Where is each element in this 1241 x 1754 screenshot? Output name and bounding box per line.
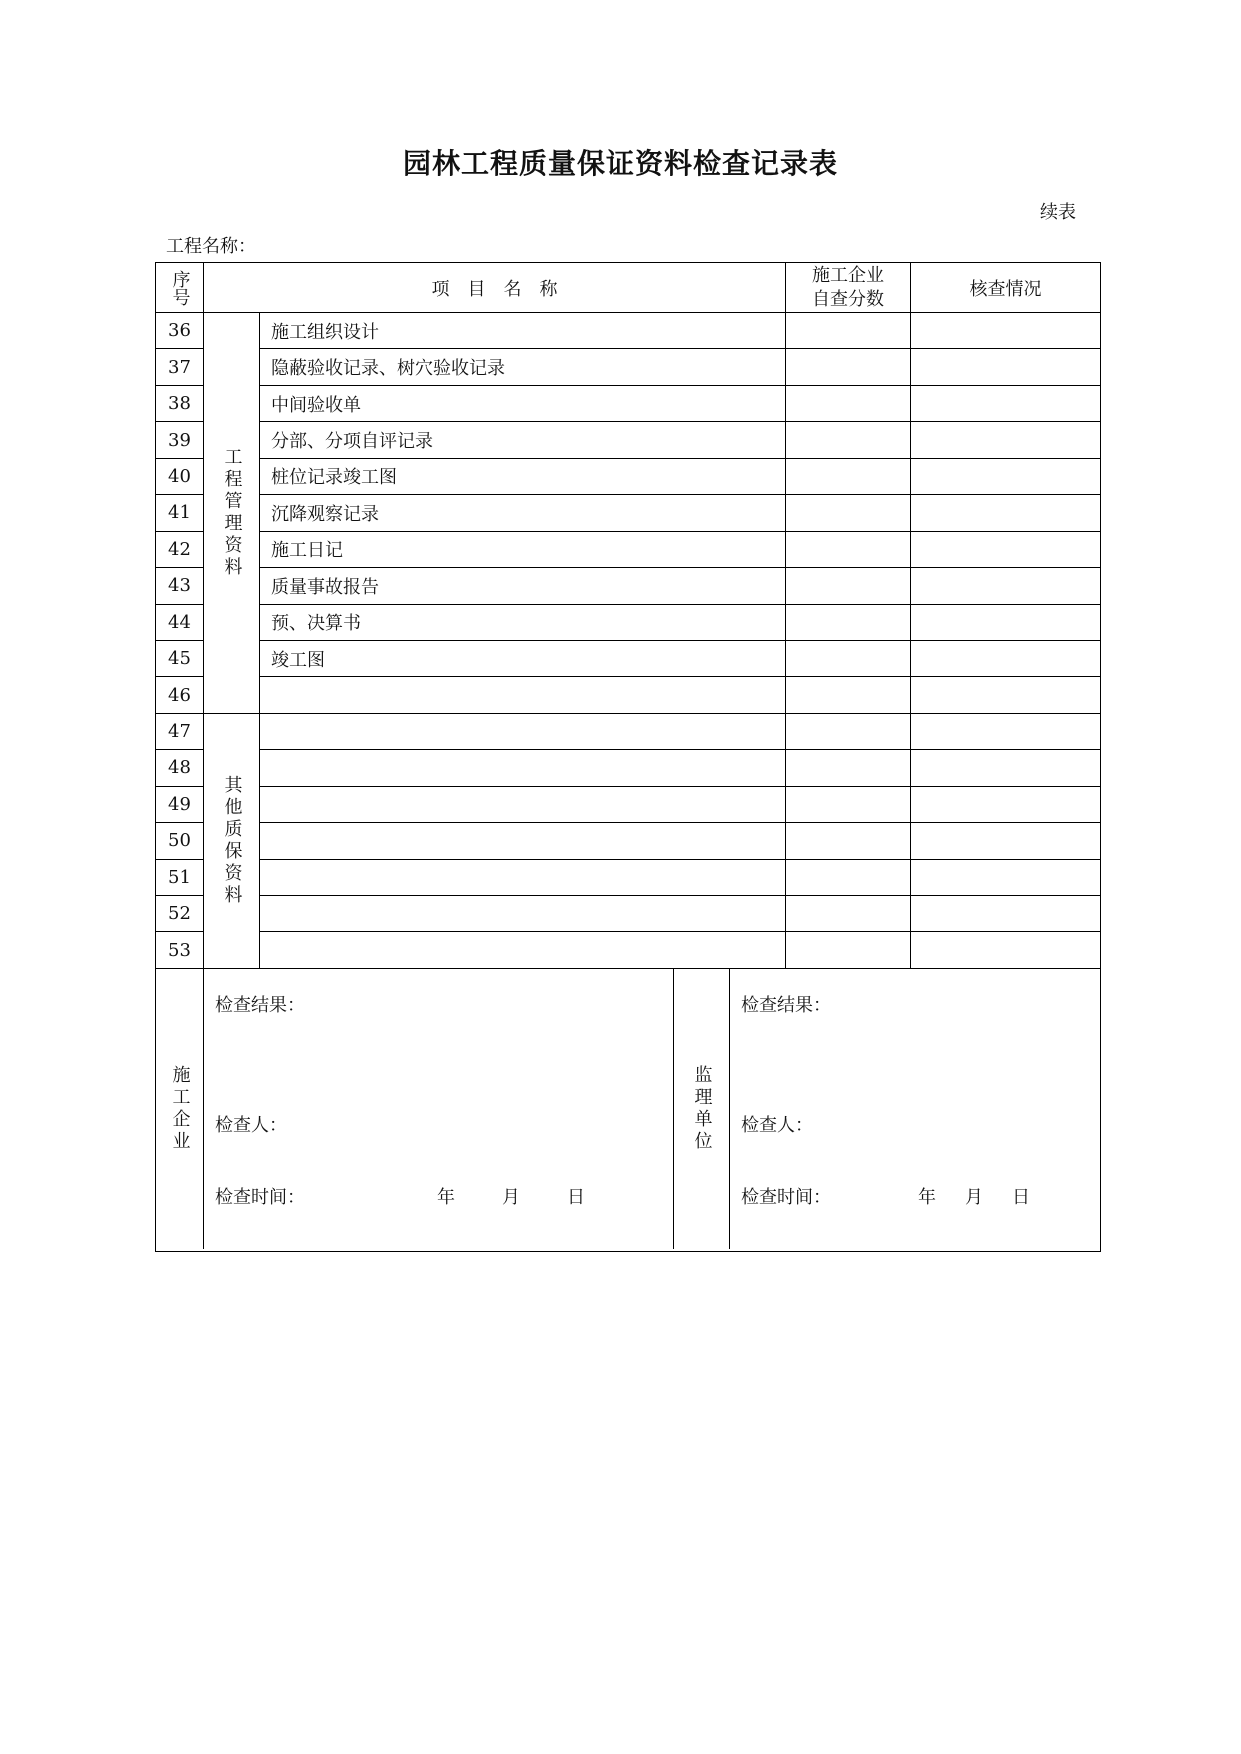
row-check-status-cell — [911, 349, 1100, 385]
row-self-score-cell — [786, 495, 911, 531]
row-self-score-cell — [786, 568, 911, 604]
row-self-score-cell — [786, 787, 911, 823]
row-number: 43 — [156, 568, 204, 604]
row-check-status-cell — [911, 896, 1100, 932]
row-number: 40 — [156, 459, 204, 495]
construction-check-result: 检查结果： — [215, 994, 305, 1016]
construction-day: 日 — [567, 1186, 585, 1208]
row-self-score-cell — [786, 750, 911, 786]
row-number: 39 — [156, 422, 204, 458]
row-self-score-cell — [786, 532, 911, 568]
row-check-status-cell — [911, 459, 1100, 495]
row-check-status-cell — [911, 860, 1100, 896]
check-record-table — [155, 262, 1101, 1252]
supervision-year: 年 — [918, 1186, 936, 1208]
row-self-score-cell — [786, 422, 911, 458]
construction-inspector: 检查人： — [215, 1114, 287, 1136]
row-item-name: 隐蔽验收记录、树穴验收记录 — [260, 349, 786, 385]
group-engineering-management: 工程管理资料 — [204, 313, 260, 714]
row-check-status-cell — [911, 313, 1100, 349]
row-check-status-cell — [911, 750, 1100, 786]
row-self-score-cell — [786, 932, 911, 968]
row-self-score-cell — [786, 349, 911, 385]
supervision-check-time: 检查时间： — [741, 1186, 831, 1208]
row-number: 41 — [156, 495, 204, 531]
row-number: 51 — [156, 860, 204, 896]
signature-section — [156, 969, 1100, 1249]
continued-label: 续表 — [1040, 202, 1076, 223]
row-number: 36 — [156, 313, 204, 349]
row-item-name — [260, 896, 786, 932]
row-self-score-cell — [786, 641, 911, 677]
construction-check-area — [204, 969, 674, 1249]
group-other-quality: 其他质保资料 — [204, 714, 260, 969]
header-self-score — [786, 263, 911, 313]
project-name-label: 工程名称： — [166, 236, 256, 257]
row-item-name — [260, 932, 786, 968]
row-check-status-cell — [911, 932, 1100, 968]
construction-check-time: 检查时间： — [215, 1186, 305, 1208]
row-self-score-cell — [786, 714, 911, 750]
supervision-label-cell — [674, 969, 730, 1249]
row-number: 45 — [156, 641, 204, 677]
row-item-name — [260, 860, 786, 896]
row-number: 53 — [156, 932, 204, 968]
construction-month: 月 — [502, 1186, 520, 1208]
row-item-name: 竣工图 — [260, 641, 786, 677]
row-number: 37 — [156, 349, 204, 385]
row-item-name: 分部、分项自评记录 — [260, 422, 786, 458]
row-item-name — [260, 750, 786, 786]
construction-year: 年 — [437, 1186, 455, 1208]
row-self-score-cell — [786, 860, 911, 896]
row-item-name — [260, 823, 786, 859]
row-item-name: 质量事故报告 — [260, 568, 786, 604]
row-self-score-cell — [786, 386, 911, 422]
row-number: 38 — [156, 386, 204, 422]
row-self-score-cell — [786, 896, 911, 932]
row-check-status-cell — [911, 677, 1100, 713]
row-item-name: 沉降观察记录 — [260, 495, 786, 531]
header-item-name: 项 目 名 称 — [204, 263, 786, 313]
construction-label-cell — [156, 969, 204, 1249]
row-number: 44 — [156, 605, 204, 641]
header-self-score-line1: 施工企业 — [812, 264, 884, 286]
header-check-status: 核查情况 — [911, 263, 1100, 313]
row-item-name: 桩位记录竣工图 — [260, 459, 786, 495]
supervision-check-area — [730, 969, 1100, 1249]
row-number: 49 — [156, 787, 204, 823]
row-item-name — [260, 677, 786, 713]
row-self-score-cell — [786, 677, 911, 713]
row-number: 48 — [156, 750, 204, 786]
row-check-status-cell — [911, 386, 1100, 422]
supervision-inspector: 检查人： — [741, 1114, 813, 1136]
row-number: 47 — [156, 714, 204, 750]
row-check-status-cell — [911, 823, 1100, 859]
row-number: 42 — [156, 532, 204, 568]
form-title: 园林工程质量保证资料检查记录表 — [402, 147, 838, 180]
row-item-name: 施工组织设计 — [260, 313, 786, 349]
row-self-score-cell — [786, 459, 911, 495]
construction-label: 施工企业 — [169, 1064, 191, 1153]
row-self-score-cell — [786, 605, 911, 641]
row-check-status-cell — [911, 605, 1100, 641]
supervision-month: 月 — [965, 1186, 983, 1208]
row-item-name: 施工日记 — [260, 532, 786, 568]
row-number: 52 — [156, 896, 204, 932]
header-seq: 序号 — [156, 263, 204, 313]
row-check-status-cell — [911, 787, 1100, 823]
row-check-status-cell — [911, 568, 1100, 604]
row-item-name: 中间验收单 — [260, 386, 786, 422]
row-self-score-cell — [786, 313, 911, 349]
row-check-status-cell — [911, 422, 1100, 458]
row-item-name — [260, 714, 786, 750]
row-number: 50 — [156, 823, 204, 859]
supervision-check-result: 检查结果： — [741, 994, 831, 1016]
row-check-status-cell — [911, 495, 1100, 531]
row-number: 46 — [156, 677, 204, 713]
row-item-name — [260, 787, 786, 823]
supervision-day: 日 — [1012, 1186, 1030, 1208]
header-self-score-line2: 自查分数 — [812, 288, 884, 310]
row-self-score-cell — [786, 823, 911, 859]
row-check-status-cell — [911, 641, 1100, 677]
row-item-name: 预、决算书 — [260, 605, 786, 641]
row-check-status-cell — [911, 714, 1100, 750]
supervision-label: 监理单位 — [691, 1064, 713, 1153]
row-check-status-cell — [911, 532, 1100, 568]
